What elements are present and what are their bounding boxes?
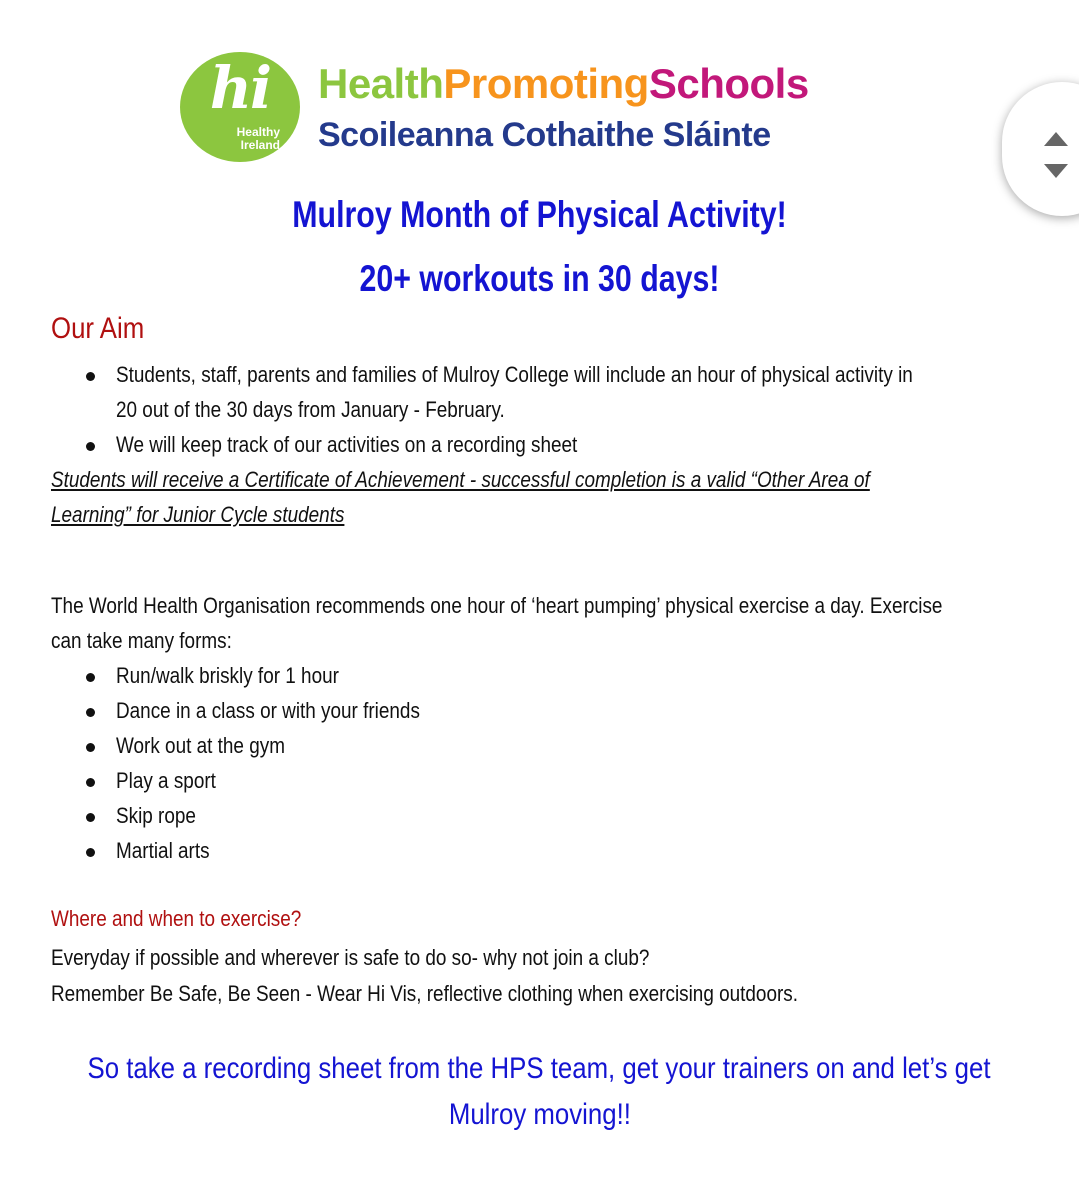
- exercise-form-item: Work out at the gym: [116, 733, 285, 758]
- logo-title-english: [318, 60, 809, 108]
- where-line-2: Remember Be Safe, Be Seen - Wear Hi Vis, reflective clothing when exercising outdoors.: [51, 981, 799, 1006]
- bullet-icon: [86, 442, 95, 451]
- exercise-form-item: Dance in a class or with your friends: [116, 698, 420, 723]
- bullet-icon: [86, 743, 95, 752]
- aim-bullet-1-line-1: Students, staff, parents and families of Mulroy College will include an hour of physical activity in: [116, 362, 913, 387]
- healthy-ireland-badge: [180, 52, 300, 162]
- certificate-note-line-1: Students will receive a Certificate of Achievement - successful completion is a valid “Other Area of: [51, 467, 870, 492]
- closing-text-1: So take a recording sheet from the HPS team, get your trainers on and let’s get: [87, 1052, 991, 1085]
- exercise-form-item: Run/walk briskly for 1 hour: [116, 663, 339, 688]
- bullet-icon: [86, 778, 95, 787]
- exercise-form-item: Skip rope: [116, 803, 196, 828]
- logo-health: Health: [318, 60, 444, 107]
- page-title-line-2: 20+ workouts in 30 days!: [359, 258, 720, 299]
- logo-title-irish: Scoileanna Cothaithe Sláinte: [318, 116, 771, 154]
- logo-schools: Schools: [648, 60, 809, 107]
- closing-line-1: [0, 1046, 1079, 1092]
- who-paragraph-line-1: The World Health Organisation recommends one hour of ‘heart pumping’ physical exercise a day. Exercise: [51, 593, 943, 618]
- logo-promoting: Promoting: [443, 60, 649, 107]
- bullet-icon: [86, 673, 95, 682]
- triangle-up-icon[interactable]: [1044, 132, 1068, 146]
- scroll-control[interactable]: [1002, 82, 1079, 216]
- aim-bullet-2: We will keep track of our activities on a recording sheet: [116, 432, 578, 457]
- triangle-down-icon[interactable]: [1044, 164, 1068, 178]
- aim-bullet-1-line-2: 20 out of the 30 days from January - February.: [116, 397, 505, 422]
- bullet-icon: [86, 848, 95, 857]
- badge-hi-text: hi: [209, 54, 271, 122]
- aim-heading: Our Aim: [51, 312, 145, 345]
- where-heading: Where and when to exercise?: [51, 906, 302, 931]
- badge-sub-2: Ireland: [240, 138, 280, 152]
- bullet-icon: [86, 813, 95, 822]
- closing-text-2: Mulroy moving!!: [448, 1098, 631, 1131]
- bullet-icon: [86, 708, 95, 717]
- who-paragraph-line-2: can take many forms:: [51, 628, 232, 653]
- health-promoting-schools-logo: [180, 52, 860, 162]
- certificate-note-line-2: Learning” for Junior Cycle students: [51, 502, 345, 527]
- where-line-1: Everyday if possible and wherever is safe to do so- why not join a club?: [51, 945, 650, 970]
- badge-subtitle: [210, 126, 280, 152]
- bullet-icon: [86, 372, 95, 381]
- closing-line-2: [0, 1092, 1079, 1138]
- exercise-form-item: Play a sport: [116, 768, 216, 793]
- page-title-line-1: Mulroy Month of Physical Activity!: [292, 194, 787, 235]
- exercise-form-item: Martial arts: [116, 838, 210, 863]
- badge-sub-1: Healthy: [236, 125, 280, 139]
